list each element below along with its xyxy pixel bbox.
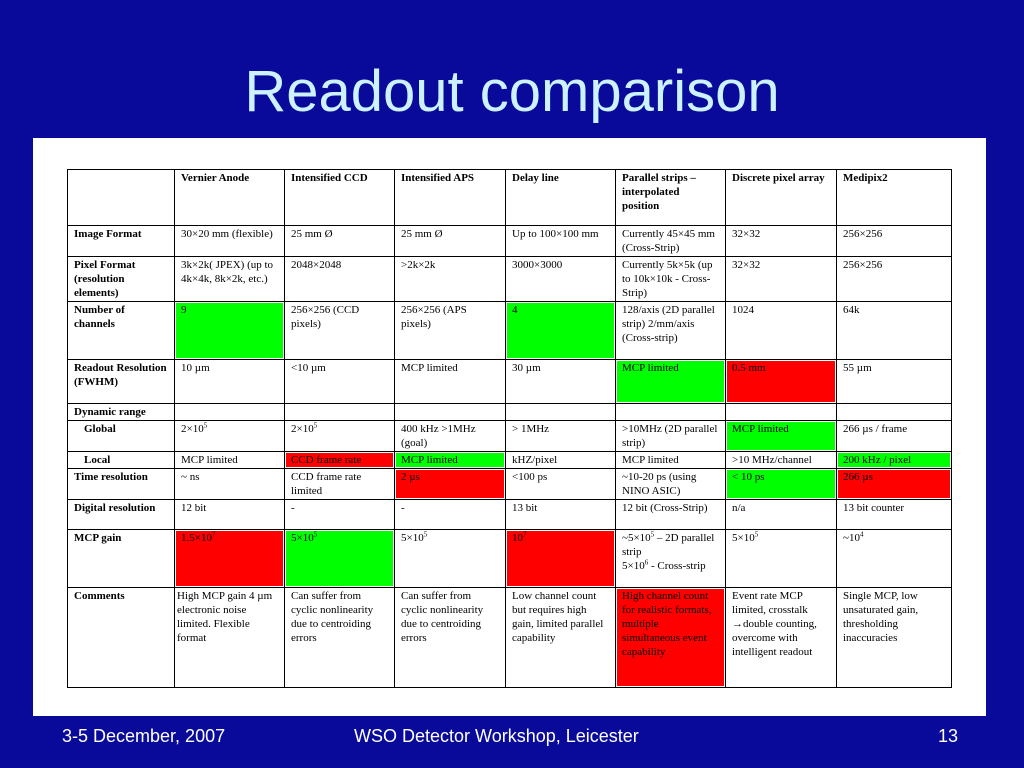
table-cell: - — [285, 500, 395, 530]
table-cell: 256×256 — [837, 226, 952, 257]
table-cell: 2048×2048 — [285, 257, 395, 302]
table-cell: <100 ps — [506, 469, 616, 500]
table-cell: $\sim 5\times 10^5 - 2D$ parallel strip $5\times 10^6$ - Cross-strip — [616, 530, 726, 588]
row-label-time-resolution: Time resolution — [68, 469, 175, 500]
header-delay-line: Delay line — [506, 170, 616, 226]
table-cell: MCP limited — [726, 421, 837, 452]
row-label-image-format: Image Format — [68, 226, 175, 257]
table-cell: Event rate MCP limited, crosstalk →double counting, overcome with intelligent readout — [726, 588, 837, 688]
table-cell: $2\times 10^5$ — [175, 421, 285, 452]
table-cell: 200 kHz / pixel — [837, 452, 952, 469]
table-cell: Currently 45×45 mm (Cross-Strip) — [616, 226, 726, 257]
row-label-readout-resolution: Readout Resolution (FWHM) — [68, 360, 175, 404]
table-cell: 0.5 mm — [726, 360, 837, 404]
table-cell: >10 MHz/channel — [726, 452, 837, 469]
table-cell: 25 mm Ø — [285, 226, 395, 257]
table-cell: 12 bit — [175, 500, 285, 530]
table-cell — [175, 404, 285, 421]
table-cell: 30 µm — [506, 360, 616, 404]
table-cell: $2\times 10^5$ — [285, 421, 395, 452]
table-cell: 13 bit — [506, 500, 616, 530]
table-cell: MCP limited — [175, 452, 285, 469]
table-panel — [33, 138, 986, 716]
table-cell: Single MCP, low unsaturated gain, thresholding inaccuracies — [837, 588, 952, 688]
table-row — [68, 588, 952, 688]
footer-page-number: 13 — [938, 726, 959, 746]
row-label-mcp-gain: MCP gain — [68, 530, 175, 588]
table-cell: 2 µs — [395, 469, 506, 500]
table-cell: 128/axis (2D parallel strip) 2/mm/axis (Cross-strip) — [616, 302, 726, 360]
table-cell — [837, 404, 952, 421]
header-parallel-strips: Parallel strips – interpolated position — [616, 170, 726, 226]
table-cell: Currently 5k×5k (up to 10k×10k - Cross-Strip) — [616, 257, 726, 302]
table-cell: kHZ/pixel — [506, 452, 616, 469]
table-cell: 64k — [837, 302, 952, 360]
table-cell: 3k×2k( JPEX) (up to 4k×4k, 8k×2k, etc.) — [175, 257, 285, 302]
table-row — [68, 302, 952, 360]
table-row — [68, 226, 952, 257]
table-cell: CCD frame rate limited — [285, 469, 395, 500]
table-cell: MCP limited — [616, 452, 726, 469]
table-cell: CCD frame rate — [285, 452, 395, 469]
table-row — [68, 404, 952, 421]
table-cell: $5\times 10^5$ — [285, 530, 395, 588]
header-discrete-pixel-array: Discrete pixel array — [726, 170, 837, 226]
table-cell: 12 bit (Cross-Strip) — [616, 500, 726, 530]
header-intensified-aps: Intensified APS — [395, 170, 506, 226]
row-label-pixel-format: Pixel Format (resolution elements) — [68, 257, 175, 302]
slide-title: Readout comparison — [244, 59, 780, 124]
table-cell: MCP limited — [616, 360, 726, 404]
table-cell: $1.5\times 10^7$ — [175, 530, 285, 588]
table-cell: 13 bit counter — [837, 500, 952, 530]
table-cell: 30×20 mm (flexible) — [175, 226, 285, 257]
table-row — [68, 257, 952, 302]
table-cell — [285, 404, 395, 421]
table-cell: $10^7$ — [506, 530, 616, 588]
table-cell: MCP limited — [395, 360, 506, 404]
table-cell: 266 µs — [837, 469, 952, 500]
table-cell: Up to 100×100 mm — [506, 226, 616, 257]
table-cell: 10 µm — [175, 360, 285, 404]
table-cell — [395, 404, 506, 421]
header-intensified-ccd: Intensified CCD — [285, 170, 395, 226]
table-cell: Low channel count but requires high gain, limited parallel capability — [506, 588, 616, 688]
table-cell: 4 — [506, 302, 616, 360]
table-cell: Can suffer from cyclic nonlinearity due to centroiding errors — [395, 588, 506, 688]
row-label-comments: Comments — [68, 588, 175, 688]
table-cell: ~10-20 ps (using NINO ASIC) — [616, 469, 726, 500]
table-cell: 3000×3000 — [506, 257, 616, 302]
table-row — [68, 421, 952, 452]
table-cell: 256×256 (CCD pixels) — [285, 302, 395, 360]
table-cell: n/a — [726, 500, 837, 530]
footer-date: 3-5 December, 2007 — [62, 726, 226, 746]
table-cell — [726, 404, 837, 421]
table-cell: 32×32 — [726, 257, 837, 302]
table-row — [68, 469, 952, 500]
row-label-number-of-channels: Number of channels — [68, 302, 175, 360]
header-medipix2: Medipix2 — [837, 170, 952, 226]
table-cell: Can suffer from cyclic nonlinearity due to centroiding errors — [285, 588, 395, 688]
table-cell: 400 kHz >1MHz (goal) — [395, 421, 506, 452]
row-label-local: Local — [68, 452, 175, 469]
readout-comparison-table — [67, 169, 952, 688]
table-cell: 32×32 — [726, 226, 837, 257]
table-cell: 1024 — [726, 302, 837, 360]
table-cell: High MCP gain 4 µm electronic noise limited. Flexible format — [175, 588, 285, 688]
table-cell: ~ ns — [175, 469, 285, 500]
table-cell: <10 µm — [285, 360, 395, 404]
row-label-global: Global — [68, 421, 175, 452]
table-cell: $5\times 10^5$ — [395, 530, 506, 588]
table-cell — [506, 404, 616, 421]
row-label-dynamic-range: Dynamic range — [68, 404, 175, 421]
table-cell: < 10 ps — [726, 469, 837, 500]
table-cell: High channel count for realistic formats, multiple simultaneous event capability — [616, 588, 726, 688]
table-header-row — [68, 170, 952, 226]
table-cell: 256×256 (APS pixels) — [395, 302, 506, 360]
table-cell: 256×256 — [837, 257, 952, 302]
table-row — [68, 452, 952, 469]
table-cell: 9 — [175, 302, 285, 360]
table-cell: 55 µm — [837, 360, 952, 404]
table-cell: - — [395, 500, 506, 530]
table-cell: $5\times 10^5$ — [726, 530, 837, 588]
table-row — [68, 530, 952, 588]
table-row — [68, 360, 952, 404]
footer-event: WSO Detector Workshop, Leicester — [354, 726, 639, 746]
table-cell: > 1MHz — [506, 421, 616, 452]
table-cell: >10MHz (2D parallel strip) — [616, 421, 726, 452]
table-cell: MCP limited — [395, 452, 506, 469]
table-cell: $\sim 10^4$ — [837, 530, 952, 588]
table-row — [68, 500, 952, 530]
table-cell: 25 mm Ø — [395, 226, 506, 257]
table-cell — [616, 404, 726, 421]
header-cell-empty — [68, 170, 175, 226]
row-label-digital-resolution: Digital resolution — [68, 500, 175, 530]
table-cell: 266 µs / frame — [837, 421, 952, 452]
table-cell: >2k×2k — [395, 257, 506, 302]
header-vernier-anode: Vernier Anode — [175, 170, 285, 226]
